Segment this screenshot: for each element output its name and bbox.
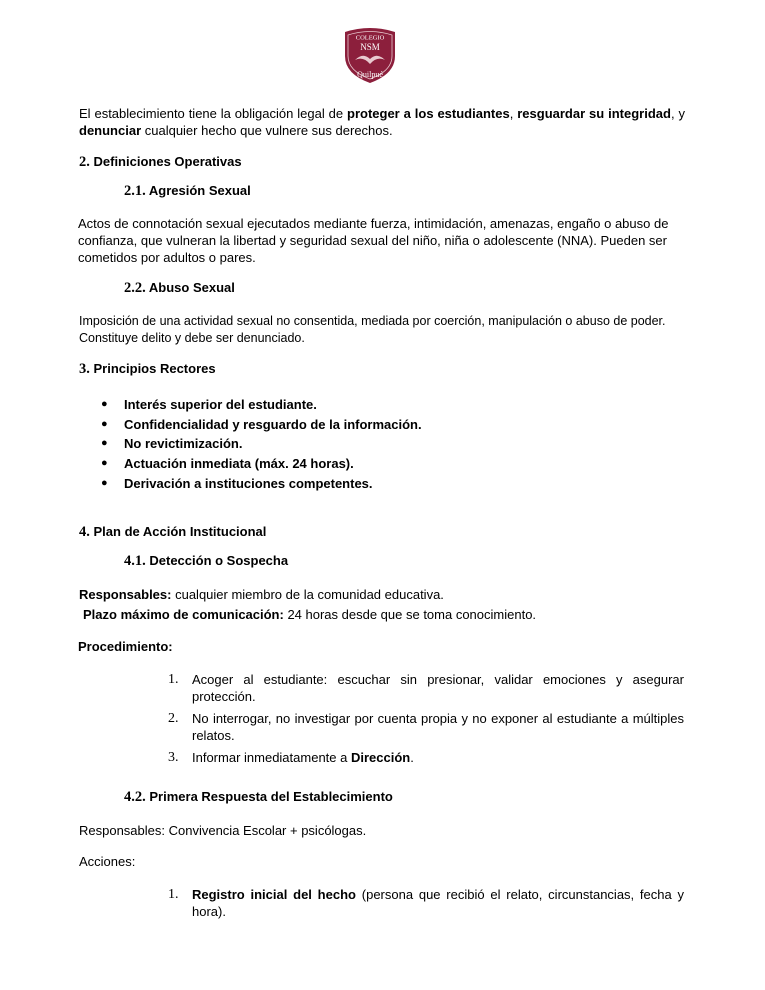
svg-text:COLEGIO: COLEGIO: [355, 34, 385, 42]
section-3-heading: 3. Principios Rectores: [79, 361, 216, 377]
section-4-1-heading: 4.1. Detección o Sospecha: [124, 553, 289, 569]
list-item: ● Actuación inmediata (máx. 24 horas).: [101, 455, 422, 475]
procedimiento-label: Procedimiento:: [78, 639, 173, 654]
list-item: ● Confidencialidad y resguardo de la información.: [101, 416, 422, 436]
list-item: ● No revictimización.: [101, 435, 422, 455]
principles-list: [101, 396, 422, 494]
actions-steps: [166, 886, 684, 920]
school-crest-logo: [341, 26, 399, 84]
intro-paragraph: El establecimiento tiene la obligación legal de proteger a los estudiantes, resguardar su integridad, y denunciar cualquier hecho que vulnere sus derechos.: [79, 106, 686, 138]
procedure-steps: [166, 671, 684, 766]
plazo-line: Plazo máximo de comunicación: 24 horas desde que se toma conocimiento.: [83, 607, 537, 622]
section-2-2-text: Imposición de una actividad sexual no consentida, mediada por coerción, manipulación o abuso de poder. Constituye delito y debe ser denunciado.: [79, 314, 666, 345]
list-item: 3. Informar inmediatamente a Dirección.: [168, 750, 414, 765]
list-item: 2. No interrogar, no investigar por cuenta propia y no exponer al estudiante a múltiples relatos.: [168, 711, 684, 743]
acciones-label: Acciones:: [79, 854, 136, 869]
section-4-heading: 4. Plan de Acción Institucional: [79, 524, 267, 540]
svg-text:Quilpué: Quilpué: [357, 70, 383, 79]
section-2-heading: 2. Definiciones Operativas: [79, 154, 242, 170]
list-item: ● Interés superior del estudiante.: [101, 396, 422, 416]
list-item: 1. Acoger al estudiante: escuchar sin presionar, validar emociones y asegurar protección.: [168, 672, 684, 704]
responsables-4-2: Responsables: Convivencia Escolar + psicólogas.: [79, 823, 367, 838]
section-4-2-heading: 4.2. Primera Respuesta del Establecimiento: [124, 789, 393, 805]
section-2-2-heading: 2.2. Abuso Sexual: [124, 280, 235, 296]
svg-text:NSM: NSM: [360, 42, 380, 52]
list-item: ● Derivación a instituciones competentes.: [101, 475, 422, 495]
list-item: 1. Registro inicial del hecho (persona que recibió el relato, circunstancias, fecha y hora).: [168, 887, 685, 919]
section-2-1-heading: 2.1. Agresión Sexual: [124, 183, 251, 199]
section-2-1-text: Actos de connotación sexual ejecutados mediante fuerza, intimidación, amenazas, engaño o abuso de confianza, que vulneran la libertad y seguridad sexual del niño, niña o adolescente (NNA). Pueden ser cometidos por adultos o pares.: [78, 216, 669, 265]
responsables-line: Responsables: cualquier miembro de la comunidad educativa.: [79, 587, 444, 602]
